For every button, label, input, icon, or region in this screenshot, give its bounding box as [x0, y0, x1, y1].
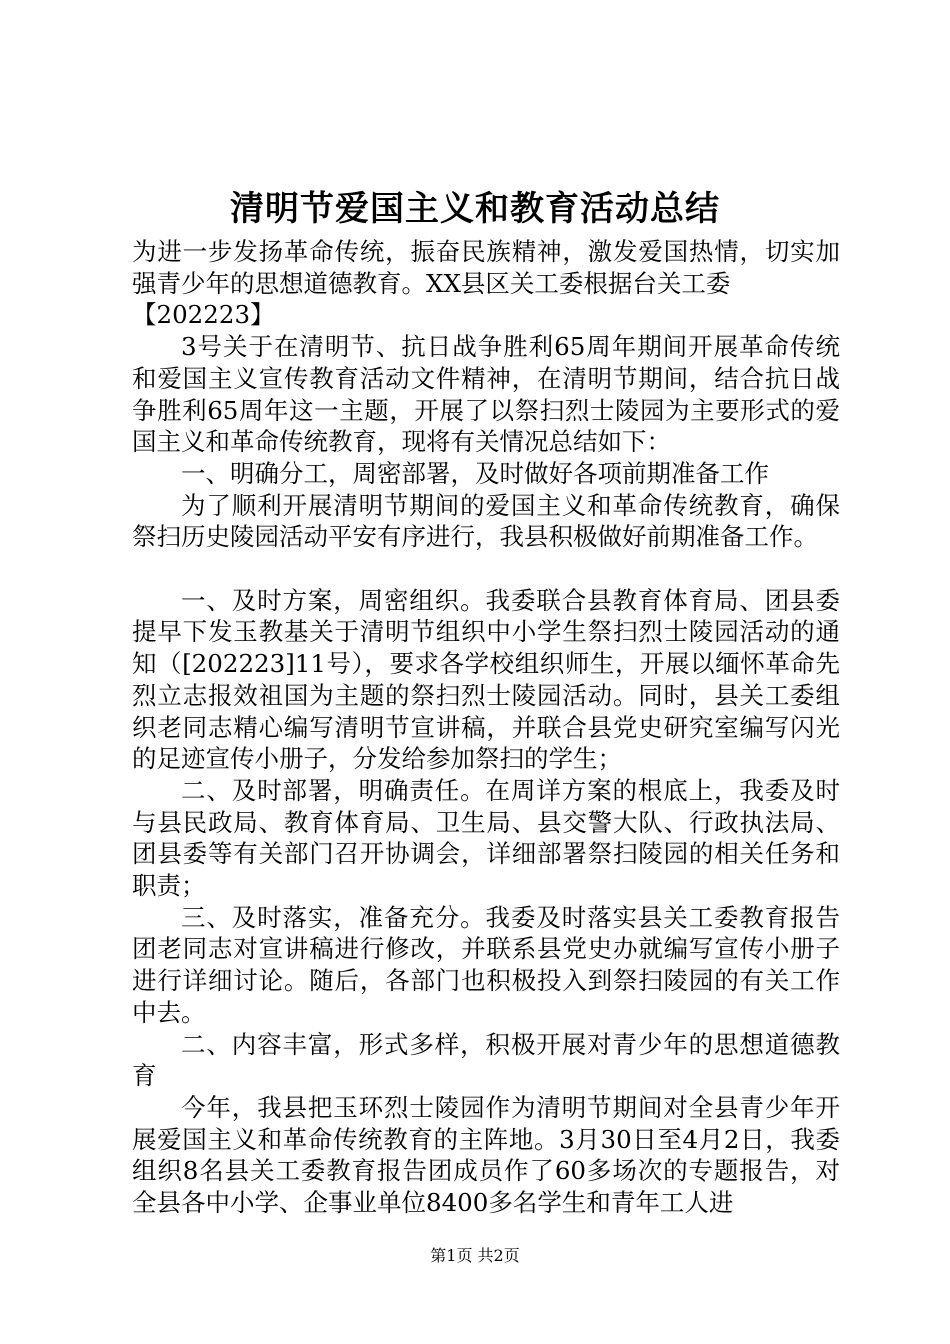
paragraph-item-2: 二、及时部署，明确责任。在周详方案的根底上，我委及时与县民政局、教育体育局、卫生局、县交警大队、行政执法局、团县委等有关部门召开协调会，详细部署祭扫陵园的相关任务和职责；	[132, 775, 840, 901]
paragraph-activities: 今年，我县把玉环烈士陵园作为清明节期间对全县青少年开展爱国主义和革命传统教育的主阵地。3月30日至4月2日，我委组织8名县关工委教育报告团成员作了60多场次的专题报告，对全县各中小学、企事业单位8400多名学生和青年工人进	[132, 1092, 840, 1218]
paragraph-item-1: 一、及时方案，周密组织。我委联合县教育体育局、团县委提早下发玉教基关于清明节组织中小学生祭扫烈士陵园活动的通知（[202223]11号），要求各学校组织师生，开展以缅怀革命先烈立志报效祖国为主题的祭扫烈士陵园活动。同时，县关工委组织老同志精心编写清明节宣讲稿，并联合县党史研究室编写闪光的足迹宣传小册子，分发给参加祭扫的学生；	[132, 585, 840, 774]
document-body	[132, 236, 840, 1219]
paragraph-item-3: 三、及时落实，准备充分。我委及时落实县关工委教育报告团老同志对宣讲稿进行修改，并联系县党史办就编写宣传小册子进行详细讨论。随后，各部门也积极投入到祭扫陵园的有关工作中去。	[132, 902, 840, 1027]
paragraph-preparation: 为了顺利开展清明节期间的爱国主义和革命传统教育，确保祭扫历史陵园活动平安有序进行，我县积极做好前期准备工作。	[132, 490, 840, 552]
document-title: 清明节爱国主义和教育活动总结	[230, 189, 720, 229]
paragraph-background: 3号关于在清明节、抗日战争胜利65周年期间开展革命传统和爱国主义宣传教育活动文件精神，在清明节期间，结合抗日战争胜利65周年这一主题，开展了以祭扫烈士陵园为主要形式的爱国主义和革命传统教育，现将有关情况总结如下：	[132, 332, 840, 457]
paragraph-doc-number: 【202223】	[132, 300, 275, 330]
page-footer: 第1页 共2页	[430, 1246, 520, 1265]
paragraph-intro: 为进一步发扬革命传统，振奋民族精神，激发爱国热情，切实加强青少年的思想道德教育。XX县区关工委根据台关工委	[132, 237, 840, 298]
section-heading-2: 二、内容丰富，形式多样，积极开展对青少年的思想道德教育	[132, 1029, 840, 1091]
section-heading-1: 一、明确分工，周密部署，及时做好各项前期准备工作	[181, 458, 769, 488]
